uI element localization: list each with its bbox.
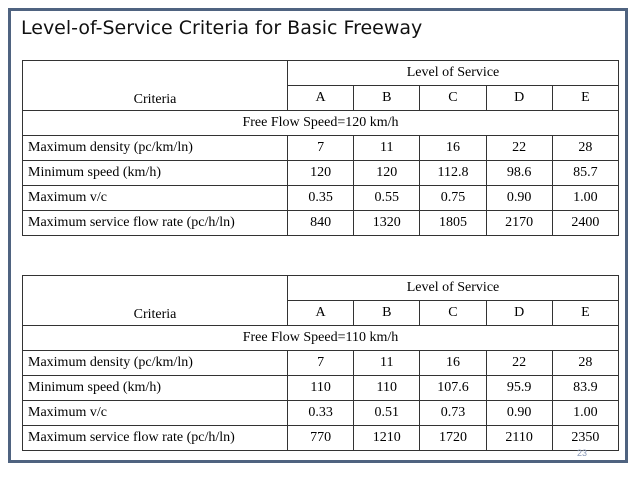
- cell-value: 110: [354, 376, 420, 401]
- cell-value: 22: [486, 136, 552, 161]
- cell-value: 0.55: [354, 186, 420, 211]
- row-label: Minimum speed (km/h): [23, 376, 288, 401]
- slide: [8, 8, 628, 463]
- level-c: C: [420, 301, 486, 326]
- cell-value: 112.8: [420, 161, 486, 186]
- los-table-110: [22, 275, 619, 451]
- cell-value: 0.90: [486, 401, 552, 426]
- header-row: [23, 61, 619, 86]
- criteria-header: Criteria: [23, 276, 288, 326]
- level-d: D: [486, 301, 552, 326]
- level-e: E: [552, 86, 618, 111]
- cell-value: 2350: [552, 426, 618, 451]
- cell-value: 1720: [420, 426, 486, 451]
- row-label: Maximum service flow rate (pc/h/ln): [23, 211, 288, 236]
- cell-value: 11: [354, 351, 420, 376]
- cell-value: 16: [420, 351, 486, 376]
- table-row: [23, 186, 619, 211]
- table-row: [23, 136, 619, 161]
- cell-value: 2110: [486, 426, 552, 451]
- cell-value: 0.33: [288, 401, 354, 426]
- level-b: B: [354, 86, 420, 111]
- los-header: Level of Service: [288, 61, 619, 86]
- cell-value: 2170: [486, 211, 552, 236]
- cell-value: 1.00: [552, 401, 618, 426]
- cell-value: 0.75: [420, 186, 486, 211]
- table-row: [23, 376, 619, 401]
- cell-value: 85.7: [552, 161, 618, 186]
- row-label: Maximum v/c: [23, 186, 288, 211]
- level-a: A: [288, 86, 354, 111]
- level-b: B: [354, 301, 420, 326]
- cell-value: 0.51: [354, 401, 420, 426]
- cell-value: 16: [420, 136, 486, 161]
- cell-value: 98.6: [486, 161, 552, 186]
- cell-value: 28: [552, 351, 618, 376]
- level-d: D: [486, 86, 552, 111]
- cell-value: 95.9: [486, 376, 552, 401]
- level-e: E: [552, 301, 618, 326]
- cell-value: 22: [486, 351, 552, 376]
- cell-value: 7: [288, 351, 354, 376]
- row-label: Maximum density (pc/km/ln): [23, 136, 288, 161]
- table-row: [23, 401, 619, 426]
- cell-value: 1210: [354, 426, 420, 451]
- ffs-row: [23, 326, 619, 351]
- row-label: Maximum v/c: [23, 401, 288, 426]
- table-row: [23, 161, 619, 186]
- cell-value: 0.35: [288, 186, 354, 211]
- cell-value: 1.00: [552, 186, 618, 211]
- ffs-row: [23, 111, 619, 136]
- cell-value: 770: [288, 426, 354, 451]
- los-table-120: [22, 60, 619, 236]
- cell-value: 7: [288, 136, 354, 161]
- cell-value: 11: [354, 136, 420, 161]
- criteria-header: Criteria: [23, 61, 288, 111]
- free-flow-speed-label: Free Flow Speed=110 km/h: [23, 326, 619, 351]
- table-row: [23, 211, 619, 236]
- cell-value: 83.9: [552, 376, 618, 401]
- cell-value: 840: [288, 211, 354, 236]
- cell-value: 1805: [420, 211, 486, 236]
- cell-value: 0.90: [486, 186, 552, 211]
- row-label: Maximum service flow rate (pc/h/ln): [23, 426, 288, 451]
- free-flow-speed-label: Free Flow Speed=120 km/h: [23, 111, 619, 136]
- cell-value: 120: [354, 161, 420, 186]
- table-row: [23, 426, 619, 451]
- cell-value: 2400: [552, 211, 618, 236]
- slide-title: Level-of-Service Criteria for Basic Freeway: [21, 17, 423, 39]
- level-c: C: [420, 86, 486, 111]
- page-number: 23: [576, 448, 587, 458]
- row-label: Maximum density (pc/km/ln): [23, 351, 288, 376]
- cell-value: 0.73: [420, 401, 486, 426]
- level-a: A: [288, 301, 354, 326]
- los-header: Level of Service: [288, 276, 619, 301]
- cell-value: 107.6: [420, 376, 486, 401]
- cell-value: 120: [288, 161, 354, 186]
- cell-value: 28: [552, 136, 618, 161]
- table-row: [23, 351, 619, 376]
- cell-value: 1320: [354, 211, 420, 236]
- row-label: Minimum speed (km/h): [23, 161, 288, 186]
- cell-value: 110: [288, 376, 354, 401]
- header-row: [23, 276, 619, 301]
